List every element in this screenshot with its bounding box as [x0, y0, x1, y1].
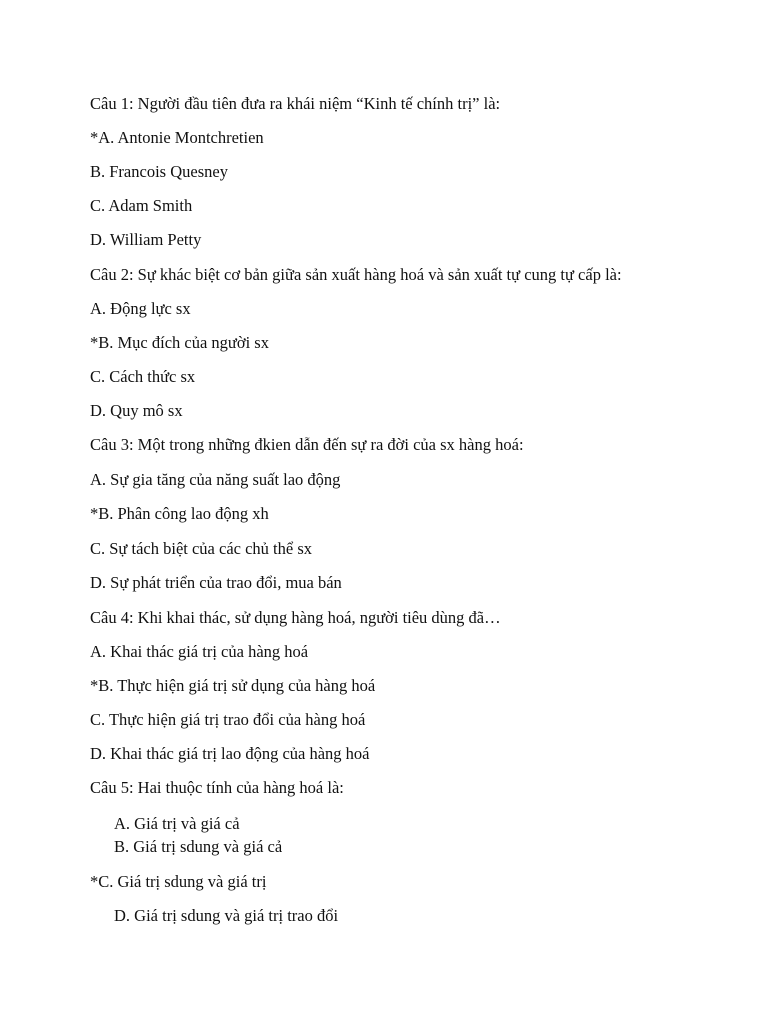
q5-option-a: A. Giá trị và giá cả: [114, 814, 240, 833]
q3-option-c: C. Sự tách biệt của các chủ thể sx: [90, 539, 312, 558]
q3-option-b: *B. Phân công lao động xh: [90, 504, 269, 523]
question-1-text: Câu 1: Người đầu tiên đưa ra khái niệm “Kinh tế chính trị” là:: [90, 94, 501, 113]
q5-option-b: B. Giá trị sdung và giá cả: [114, 837, 283, 856]
q4-option-d: D. Khai thác giá trị lao động của hàng hoá: [90, 744, 370, 763]
q1-option-a: *A. Antonie Montchretien: [90, 128, 264, 147]
q1-option-c: C. Adam Smith: [90, 196, 193, 215]
q5-option-d: D. Giá trị sdung và giá trị trao đổi: [114, 906, 339, 925]
q4-option-b: *B. Thực hiện giá trị sử dụng của hàng hoá: [90, 676, 376, 695]
q2-option-c: C. Cách thức sx: [90, 367, 196, 386]
question-2-text: Câu 2: Sự khác biệt cơ bản giữa sản xuất hàng hoá và sản xuất tự cung tự cấp là:: [90, 265, 622, 284]
q2-option-d: D. Quy mô sx: [90, 401, 183, 420]
q2-option-b: *B. Mục đích của người sx: [90, 333, 269, 352]
q4-option-a: A. Khai thác giá trị của hàng hoá: [90, 642, 309, 661]
q1-option-b: B. Francois Quesney: [90, 162, 228, 181]
question-3-text: Câu 3: Một trong những đkien dẫn đến sự ra đời của sx hàng hoá:: [90, 435, 524, 454]
question-4-text: Câu 4: Khi khai thác, sử dụng hàng hoá, người tiêu dùng đã…: [90, 608, 501, 627]
q1-option-d: D. William Petty: [90, 230, 202, 249]
q3-option-a: A. Sự gia tăng của năng suất lao động: [90, 470, 341, 489]
q2-option-a: A. Động lực sx: [90, 299, 191, 318]
question-5-text: Câu 5: Hai thuộc tính của hàng hoá là:: [90, 778, 344, 797]
q5-option-c: *C. Giá trị sdung và giá trị: [90, 872, 267, 891]
q3-option-d: D. Sự phát triển của trao đổi, mua bán: [90, 573, 342, 592]
q4-option-c: C. Thực hiện giá trị trao đổi của hàng hoá: [90, 710, 366, 729]
